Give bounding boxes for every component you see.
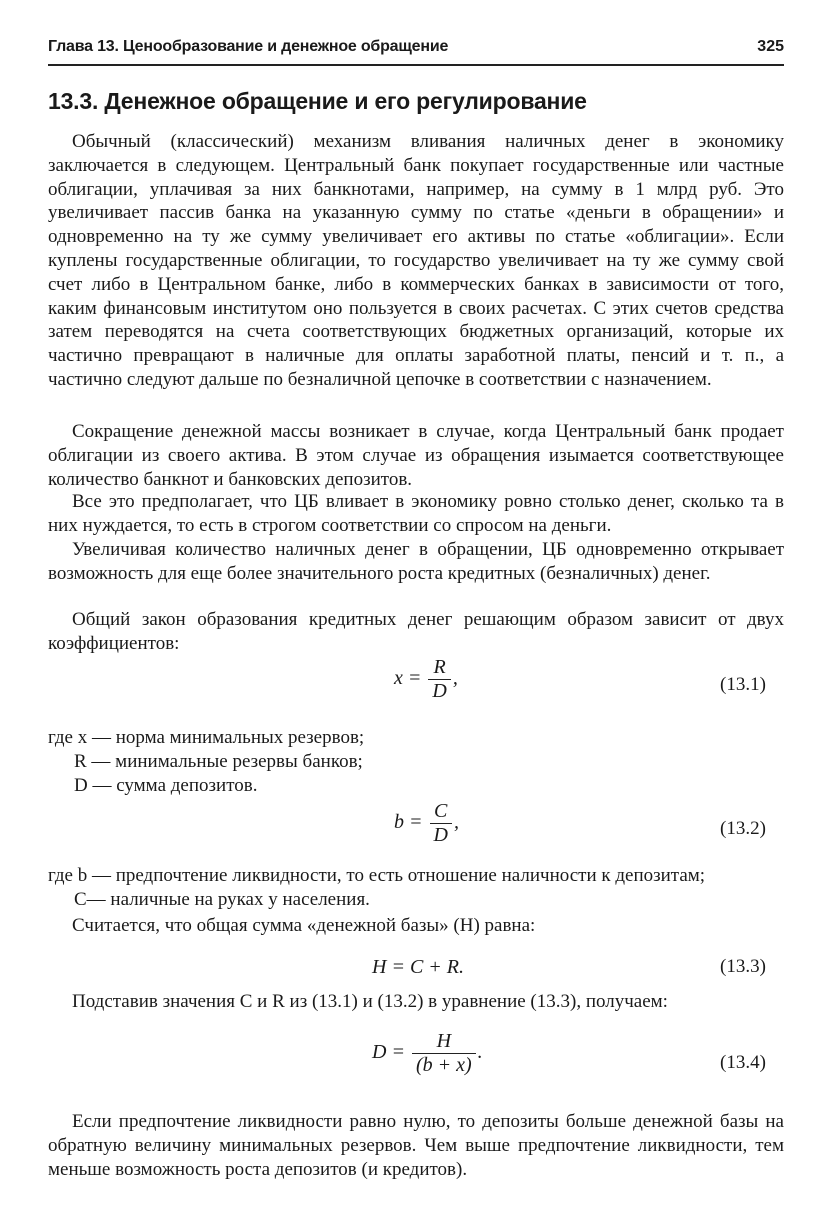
- paragraph-2: Сокращение денежной массы возникает в случае, когда Центральный банк продает облигации из своего актива. В этом случае из обращения изымается соответствующее количество банкнот и банковских депозитов.: [48, 421, 784, 490]
- paragraph-6: Считается, что общая сумма «денежной базы» (H) равна:: [72, 915, 536, 936]
- paragraph-5: Общий закон образования кредитных денег решающим образом зависит от двух коэффициентов:: [48, 609, 784, 654]
- definition-R: R — минимальные резервы банков;: [74, 751, 363, 772]
- paragraph-3: Все это предполагает, что ЦБ вливает в экономику ровно столько денег, сколько та в них нуждается, то есть в строгом соответствии со спросом на деньги.: [48, 491, 784, 536]
- section-title: 13.3. Денежное обращение и его регулирование: [48, 88, 587, 114]
- definition-C: C— наличные на руках у населения.: [74, 889, 370, 910]
- numerator: R: [433, 656, 446, 678]
- formula-13-1: [394, 656, 458, 703]
- numerator: H: [436, 1030, 452, 1052]
- definition-D: D — сумма депозитов.: [74, 775, 258, 796]
- equation-number: (13.2): [720, 818, 766, 839]
- formula-tail: .: [477, 1041, 483, 1064]
- fraction: [428, 656, 450, 703]
- fraction: [430, 800, 452, 847]
- formula-tail: ,: [452, 667, 458, 690]
- page-number: 325: [757, 38, 784, 55]
- paragraph-7: Подставив значения C и R из (13.1) и (13.2) в уравнение (13.3), получаем:: [72, 991, 668, 1012]
- equation-number: (13.1): [720, 674, 766, 695]
- paragraph-4: Увеличивая количество наличных денег в обращении, ЦБ одновременно открывает возможность для еще более значительного роста кредитных (безналичных) денег.: [48, 539, 784, 584]
- formula-lhs: b =: [394, 811, 423, 834]
- denominator: D: [430, 823, 452, 847]
- running-header: [48, 36, 784, 66]
- denominator: (b + x): [412, 1053, 476, 1077]
- formula-13-2: [394, 800, 459, 847]
- formula-13-3: H = C + R.: [372, 956, 464, 978]
- definition-x: где x — норма минимальных резервов;: [48, 727, 365, 748]
- chapter-title: Глава 13. Ценообразование и денежное обращение: [48, 38, 449, 55]
- numerator: C: [434, 800, 448, 822]
- equation-number: (13.3): [720, 956, 766, 977]
- fraction: [412, 1030, 476, 1077]
- formula-tail: ,: [453, 811, 459, 834]
- formula-13-4: [372, 1030, 483, 1077]
- definition-b: где b — предпочтение ликвидности, то есть отношение наличности к депозитам;: [48, 865, 706, 886]
- equation-number: (13.4): [720, 1052, 766, 1073]
- paragraph-8: Если предпочтение ликвидности равно нулю, то депозиты больше денежной базы на обратную величину минимальных резервов. Чем выше предпочтение ликвидности, тем меньше возможность роста депозитов (и кредитов).: [48, 1111, 784, 1180]
- paragraph-1: Обычный (классический) механизм вливания наличных денег в экономику заключается в следующем. Центральный банк покупает государственные или частные облигации, уплачивая за них банкнотами, например, на сумму в 1 млрд руб. Это увеличивает пассив банка на указанную сумму по статье «деньги в обращении» и одновременно на ту же сумму увеличивает его активы по статье «облигации». Если куплены государственные облигации, то государство увеличивает на ту же сумму свой счет либо в Центральном банке, либо в коммерческих банках в зависимости от того, каким финансовым институтом оно пользуется в своих расчетах. С этих счетов средства затем переводятся на счета соответствующих бюджетных организаций, которые их частично превращают в наличные для оплаты заработной платы, пенсий и т. п., а частично следуют дальше по безналичной цепочке в соответствии с назначением.: [48, 131, 784, 390]
- denominator: D: [428, 679, 450, 703]
- formula-lhs: D =: [372, 1041, 405, 1064]
- formula-lhs: x =: [394, 667, 422, 690]
